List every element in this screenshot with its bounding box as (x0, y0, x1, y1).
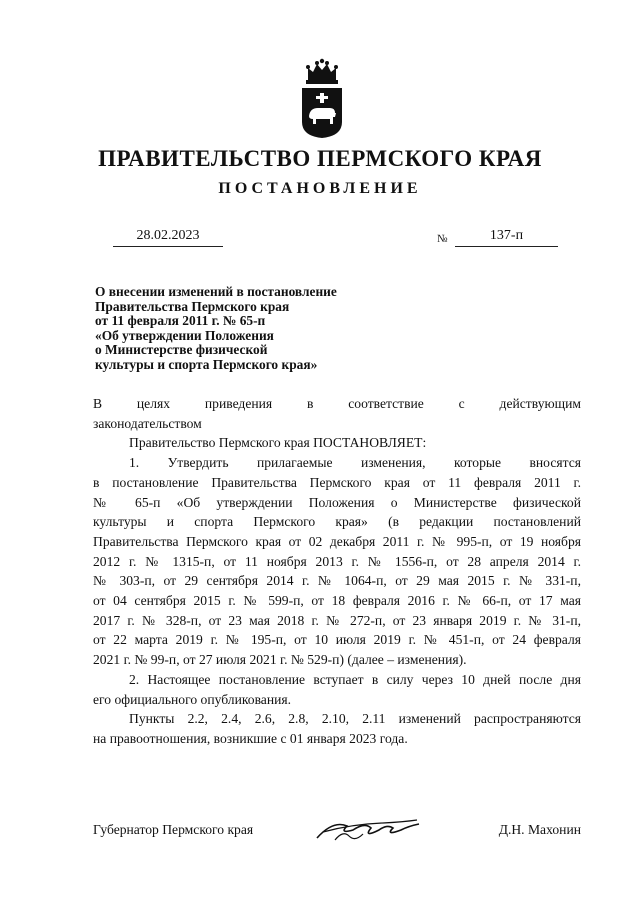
number-sign: № (437, 233, 448, 245)
signatory-position: Губернатор Пермского края (93, 822, 254, 837)
item2-line: 2. Настоящее постановление вступает в силу через 10 дней после дня (129, 671, 581, 687)
item1-line: в постановление Правительства Пермского края от 11 февраля 2011 г. (93, 474, 581, 490)
subject-line: от 11 февраля 2011 г. № 65-п (95, 313, 266, 329)
item1-line: № 65-п «Об утверждении Положения о Министерстве физической (93, 494, 581, 510)
perm-krai-coat-of-arms-icon (298, 58, 346, 140)
item1-line: культуры и спорта Пермского края» (в редакции постановлений (93, 514, 581, 530)
item3-line: Пункты 2.2, 2.4, 2.6, 2.8, 2.10, 2.11 изменений распространяются (129, 711, 581, 727)
item1-line: Правительства Пермского края от 02 декабря 2011 г. № 995-п, от 19 ноября (93, 533, 581, 549)
intro-line: законодательством (93, 415, 202, 431)
signatory-name: Д.Н. Махонин (498, 822, 581, 837)
government-title: ПРАВИТЕЛЬСТВО ПЕРМСКОГО КРАЯ (98, 146, 542, 171)
intro-line: В целях приведения в соответствие с действующим (93, 396, 581, 411)
item1-line: от 22 марта 2019 г. № 195-п, от 10 июля 2019 г. № 451-п, от 24 февраля (93, 632, 581, 648)
decree-title: ПОСТАНОВЛЕНИЕ (218, 180, 422, 197)
item1-line: 2012 г. № 1315-п, от 11 ноября 2013 г. № 1556-п, от 28 апреля 2014 г. (93, 553, 581, 569)
item1-line: 2021 г. № 99-п, от 27 июля 2021 г. № 529-п) (далее – изменения). (93, 652, 467, 668)
item2-line: его официального опубликования. (93, 691, 292, 707)
decree-number: 137-п (455, 228, 558, 247)
signature-block (93, 818, 581, 844)
subject-line: Правительства Пермского края (95, 298, 290, 314)
item3-line: на правоотношения, возникшие с 01 января 2023 года. (93, 730, 408, 746)
resolves-line: Правительство Пермского края ПОСТАНОВЛЯЕТ: (129, 435, 427, 451)
decree-subject (95, 285, 385, 373)
item1-line: от 04 сентября 2015 г. № 599-п, от 18 февраля 2016 г. № 66-п, от 17 мая (93, 593, 581, 609)
handwritten-signature-icon (313, 812, 423, 846)
item1-line: 1. Утвердить прилагаемые изменения, которые вносятся (129, 455, 581, 471)
subject-line: культуры и спорта Пермского края» (95, 356, 318, 372)
subject-line: О внесении изменений в постановление (95, 284, 337, 299)
decree-body (93, 394, 581, 749)
decree-date: 28.02.2023 (113, 228, 223, 247)
item1-line: № 303-п, от 29 сентября 2014 г. № 1064-п, от 29 мая 2015 г. № 331-п, (93, 573, 581, 589)
item1-line: 2017 г. № 328-п, от 23 мая 2018 г. № 272-п, от 23 января 2019 г. № 31-п, (93, 612, 581, 628)
subject-line: «Об утверждении Положения (95, 327, 274, 343)
subject-line: о Министерстве физической (95, 342, 268, 358)
